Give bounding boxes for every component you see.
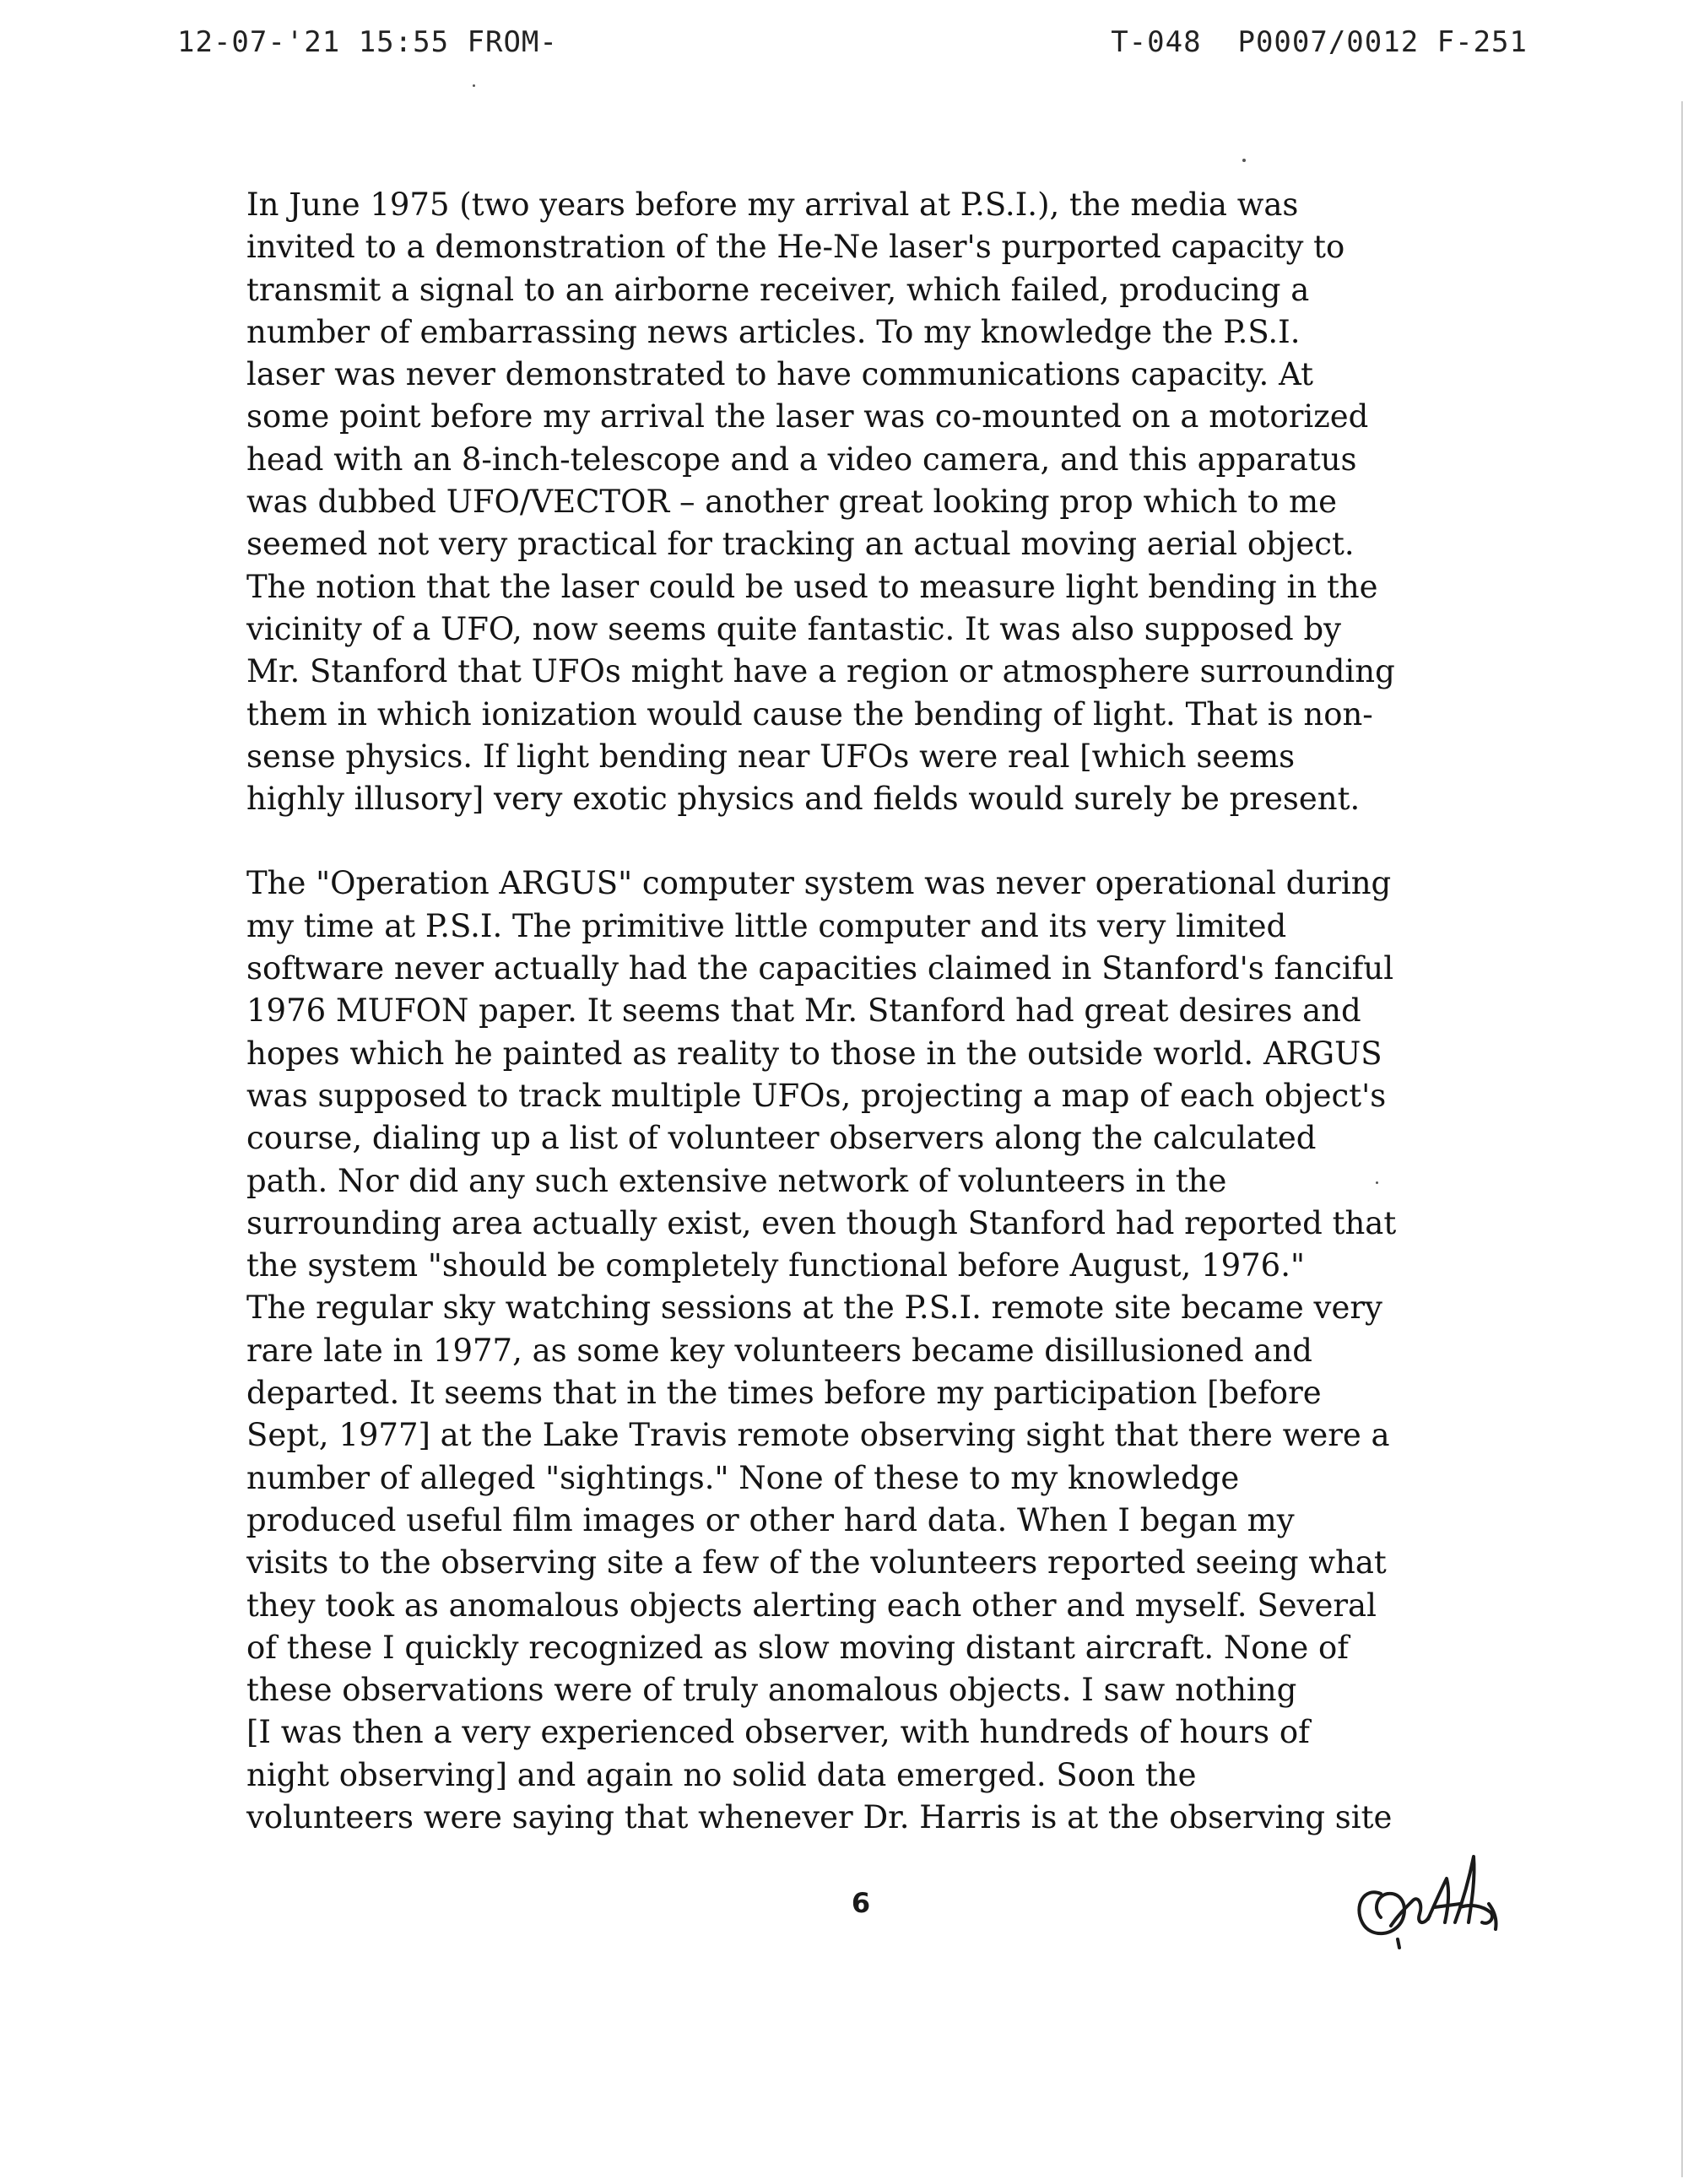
text-line: course, dialing up a list of volunteer observers along the calculated <box>246 1120 1317 1157</box>
paragraph-argus <box>246 862 1445 1839</box>
text-line: [I was then a very experienced observer, with hundreds of hours of <box>246 1714 1310 1751</box>
text-line: was supposed to track multiple UFOs, projecting a map of each object's <box>246 1077 1387 1114</box>
text-line: night observing] and again no solid data emerged. Soon the <box>246 1756 1197 1793</box>
text-line: software never actually had the capacities claimed in Stanford's fanciful <box>246 950 1394 987</box>
text-line: the system "should be completely functional before August, 1976." <box>246 1247 1305 1284</box>
text-line: seemed not very practical for tracking an actual moving aerial object. <box>246 526 1355 563</box>
text-line: surrounding area actually exist, even though Stanford had reported that <box>246 1204 1397 1241</box>
fax-header <box>177 25 1528 68</box>
text-line: number of alleged "sightings." None of these to my knowledge <box>246 1459 1240 1496</box>
text-line: invited to a demonstration of the He-Ne laser's purported capacity to <box>246 229 1345 266</box>
text-line: The regular sky watching sessions at the P.S.I. remote site became very <box>246 1289 1382 1327</box>
text-line: 1976 MUFON paper. It seems that Mr. Stanford had great desires and <box>246 992 1361 1030</box>
fax-header-right: T-048 P0007/0012 F-251 <box>1111 25 1528 59</box>
text-line: some point before my arrival the laser was co-mounted on a motorized <box>246 398 1369 435</box>
text-line: Mr. Stanford that UFOs might have a region or atmosphere surrounding <box>246 653 1395 690</box>
text-line: head with an 8-inch-telescope and a video camera, and this apparatus <box>246 441 1357 478</box>
text-line: vicinity of a UFO, now seems quite fantastic. It was also supposed by <box>246 610 1342 647</box>
text-line: laser was never demonstrated to have communications capacity. At <box>246 356 1314 393</box>
text-line: path. Nor did any such extensive network of volunteers in the <box>246 1162 1227 1199</box>
text-line: The "Operation ARGUS" computer system was never operational during <box>246 865 1392 902</box>
text-line: was dubbed UFO/VECTOR – another great looking prop which to me <box>246 484 1338 521</box>
text-line: hopes which he painted as reality to those in the outside world. ARGUS <box>246 1035 1382 1072</box>
text-line: these observations were of truly anomalous objects. I saw nothing <box>246 1672 1297 1709</box>
text-line: transmit a signal to an airborne receiver, which failed, producing a <box>246 271 1310 308</box>
text-line: In June 1975 (two years before my arrival at P.S.I.), the media was <box>246 187 1299 223</box>
text-line: them in which ionization would cause the bending of light. That is non- <box>246 695 1373 733</box>
text-line: produced useful film images or other hard data. When I began my <box>246 1501 1295 1538</box>
scan-speck <box>1242 159 1246 162</box>
text-line: departed. It seems that in the times before my participation [before <box>246 1375 1322 1412</box>
text-line: The notion that the laser could be used to measure light bending in the <box>246 568 1378 605</box>
scan-speck <box>473 84 475 87</box>
text-line: sense physics. If light bending near UFOs were real [which seems <box>246 738 1296 775</box>
scan-edge <box>1681 101 1683 2177</box>
page-number: 6 <box>851 1887 871 1919</box>
text-line: volunteers were saying that whenever Dr. Harris is at the observing site <box>246 1798 1393 1835</box>
handwritten-initials <box>1347 1845 1516 1954</box>
text-line: visits to the observing site a few of the volunteers reported seeing what <box>246 1544 1387 1581</box>
text-line: my time at P.S.I. The primitive little computer and its very limited <box>246 907 1287 944</box>
fax-header-left: 12-07-'21 15:55 FROM- <box>177 25 558 59</box>
text-line: highly illusory] very exotic physics and fields would surely be present. <box>246 781 1361 818</box>
letter-body <box>246 184 1445 1839</box>
text-line: of these I quickly recognized as slow moving distant aircraft. None of <box>246 1629 1349 1666</box>
text-line: rare late in 1977, as some key volunteers became disillusioned and <box>246 1332 1312 1369</box>
text-line: number of embarrassing news articles. To my knowledge the P.S.I. <box>246 313 1301 350</box>
paragraph-laser <box>246 184 1445 820</box>
text-line: they took as anomalous objects alerting each other and myself. Several <box>246 1587 1377 1624</box>
text-line: Sept, 1977] at the Lake Travis remote observing sight that there were a <box>246 1417 1390 1454</box>
